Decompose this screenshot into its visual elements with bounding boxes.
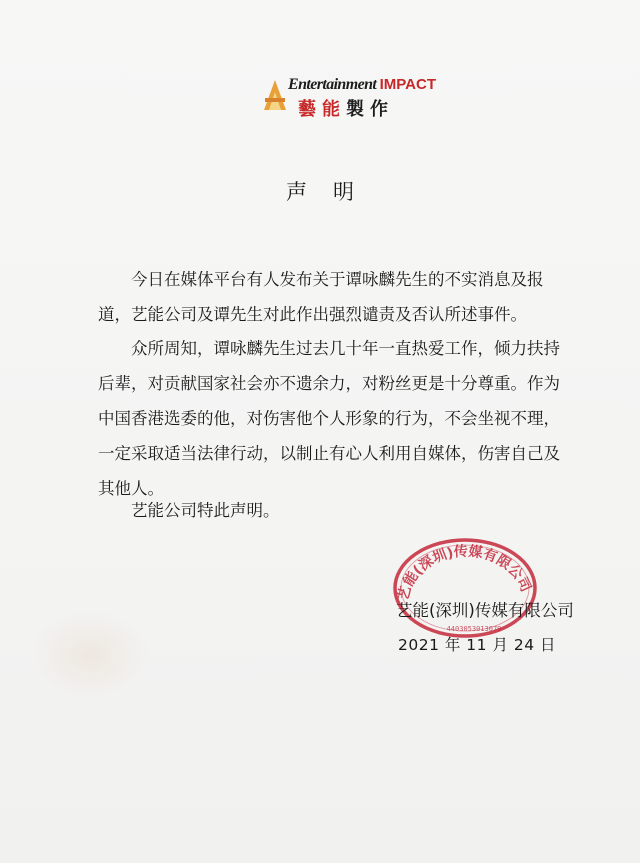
svg-text:4403053013079: 4403053013079 <box>446 625 502 633</box>
paragraph-2: 众所周知，谭咏麟先生过去几十年一直热爱工作，倾力扶持后辈，对贡献国家社会亦不遗余力，对粉丝更是十分尊重。作为中国香港选委的他，对伤害他个人形象的行为，不会坐视不理，一定采取适当法律行动，以制止有心人利用自媒体，伤害自己及其他人。 <box>98 339 560 498</box>
paragraph-3: 艺能公司特此声明。 <box>131 501 280 520</box>
company-seal <box>388 534 542 642</box>
logo-chinese-text: 藝能製作 <box>298 99 394 120</box>
signature-company: 艺能(深圳)传媒有限公司 <box>396 601 574 620</box>
logo-english-text: Entertainment IMPACT <box>288 76 437 93</box>
signature-date: 2021 年 11 月 24 日 <box>398 636 557 654</box>
paragraph-1: 今日在媒体平台有人发布关于谭咏麟先生的不实消息及报道，艺能公司及谭先生对此作出强烈谴责及否认所述事件。 <box>98 270 544 324</box>
logo-mark-icon <box>262 78 288 112</box>
page-title: 声明 <box>286 180 380 204</box>
company-logo <box>262 74 437 120</box>
svg-text:艺能(深圳)传媒有限公司: 艺能(深圳)传媒有限公司 <box>395 543 534 602</box>
